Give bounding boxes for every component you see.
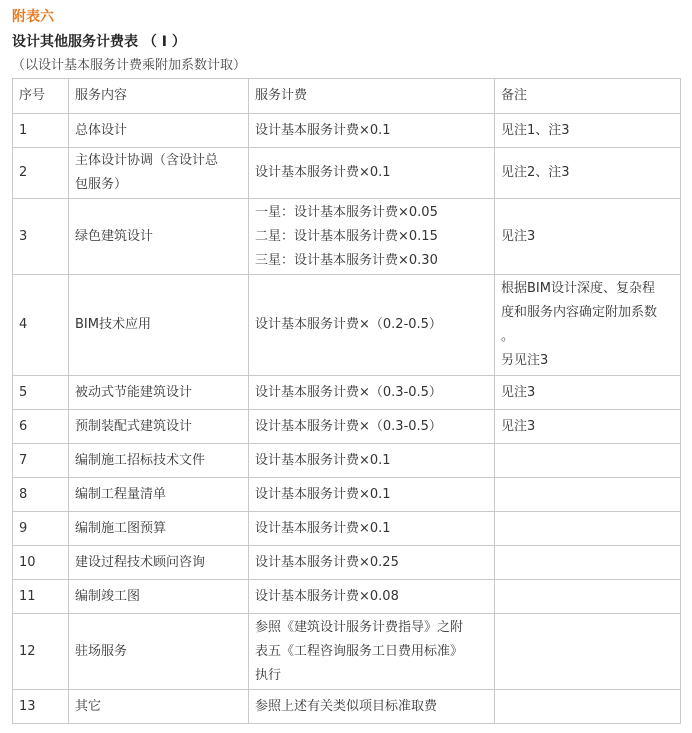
fee-cell	[249, 275, 495, 376]
fee-cell-line: 参照上述有关类似项目标准取费	[255, 698, 438, 714]
notes-cell	[495, 478, 681, 512]
header-cell-fee: 服务计费	[249, 79, 495, 114]
content-cell	[69, 199, 249, 275]
fee-cell-line: 三星：设计基本服务计费×0.30	[255, 252, 438, 268]
service-fee-table	[12, 78, 681, 724]
notes-cell	[495, 275, 681, 376]
content-cell-line: 驻场服务	[75, 643, 128, 659]
content-cell	[69, 478, 249, 512]
content-cell-line: 建设过程技术顾问咨询	[75, 554, 206, 570]
content-cell-line: 编制工程量清单	[75, 486, 167, 502]
table-header-row	[13, 79, 681, 114]
fee-cell	[249, 690, 495, 724]
notes-cell-line: 。	[501, 329, 515, 344]
fee-cell	[249, 376, 495, 410]
row-number-cell: 13	[13, 690, 69, 724]
fee-cell-line: 设计基本服务计费×（0.2-0.5）	[255, 317, 442, 332]
row-number-cell: 12	[13, 614, 69, 690]
fee-cell-line: 二星：设计基本服务计费×0.15	[255, 228, 438, 244]
table-row	[13, 275, 681, 376]
table-row	[13, 114, 681, 148]
content-cell	[69, 690, 249, 724]
fee-cell-line: 设计基本服务计费×（0.3-0.5）	[255, 418, 442, 434]
fee-cell-line: 设计基本服务计费×0.1	[255, 452, 391, 468]
fee-cell	[249, 478, 495, 512]
table-row	[13, 410, 681, 444]
content-cell	[69, 376, 249, 410]
table-row	[13, 614, 681, 690]
header-cell-notes: 备注	[495, 79, 681, 114]
fee-cell-line: 设计基本服务计费×0.25	[255, 554, 399, 570]
table-row	[13, 580, 681, 614]
content-cell-line: BIM技术应用	[75, 317, 151, 332]
notes-cell	[495, 199, 681, 275]
content-cell	[69, 580, 249, 614]
notes-cell	[495, 690, 681, 724]
fee-cell-line: 一星：设计基本服务计费×0.05	[255, 204, 438, 220]
notes-cell-line: 根据BIM设计深度、复杂程	[501, 281, 655, 296]
fee-cell-line: 设计基本服务计费×0.1	[255, 520, 391, 536]
fee-cell	[249, 512, 495, 546]
content-cell-line: 编制施工招标技术文件	[75, 452, 206, 468]
fee-cell-line: 设计基本服务计费×0.1	[255, 122, 391, 138]
row-number-cell: 11	[13, 580, 69, 614]
notes-cell-line: 见注2、注3	[501, 165, 570, 180]
table-row	[13, 199, 681, 275]
header-cell-no: 序号	[13, 79, 69, 114]
fee-cell-line: 设计基本服务计费×（0.3-0.5）	[255, 384, 442, 400]
appendix-title: 附表六	[12, 9, 54, 25]
content-cell	[69, 546, 249, 580]
notes-cell	[495, 614, 681, 690]
table-subtitle: （以设计基本服务计费乘附加系数计取）	[12, 58, 247, 73]
notes-cell-line: 见注3	[501, 384, 536, 400]
content-cell	[69, 512, 249, 546]
fee-cell-line: 表五《工程咨询服务工日费用标准》	[255, 643, 464, 659]
table-row	[13, 478, 681, 512]
fee-cell-line: 设计基本服务计费×0.08	[255, 588, 399, 604]
table-row	[13, 376, 681, 410]
fee-cell	[249, 199, 495, 275]
notes-cell-line: 见注3	[501, 228, 536, 244]
table-row	[13, 690, 681, 724]
content-cell-line: 预制装配式建筑设计	[75, 418, 193, 434]
notes-cell	[495, 410, 681, 444]
fee-cell-line: 参照《建筑设计服务计费指导》之附	[255, 619, 464, 635]
content-cell	[69, 410, 249, 444]
row-number-cell: 4	[13, 275, 69, 376]
fee-cell	[249, 148, 495, 199]
row-number-cell: 5	[13, 376, 69, 410]
content-cell-line: 被动式节能建筑设计	[75, 384, 193, 400]
notes-cell	[495, 148, 681, 199]
content-cell-line: 编制施工图预算	[75, 520, 167, 536]
header-cell-content: 服务内容	[69, 79, 249, 114]
notes-cell-line: 另见注3	[501, 353, 549, 368]
content-cell-line: 绿色建筑设计	[75, 228, 154, 244]
notes-cell	[495, 580, 681, 614]
table-row	[13, 444, 681, 478]
notes-cell	[495, 444, 681, 478]
row-number-cell: 10	[13, 546, 69, 580]
fee-cell-line: 设计基本服务计费×0.1	[255, 486, 391, 502]
content-cell-line: 包服务）	[75, 177, 128, 192]
table-row	[13, 512, 681, 546]
row-number-cell: 8	[13, 478, 69, 512]
fee-cell	[249, 614, 495, 690]
row-number-cell: 1	[13, 114, 69, 148]
fee-cell-line: 执行	[255, 667, 282, 683]
notes-cell	[495, 376, 681, 410]
fee-cell	[249, 546, 495, 580]
row-number-cell: 9	[13, 512, 69, 546]
row-number-cell: 6	[13, 410, 69, 444]
notes-cell-line: 见注3	[501, 418, 536, 434]
notes-cell	[495, 114, 681, 148]
content-cell	[69, 114, 249, 148]
fee-cell	[249, 410, 495, 444]
content-cell	[69, 614, 249, 690]
table-row	[13, 148, 681, 199]
content-cell	[69, 275, 249, 376]
row-number-cell: 3	[13, 199, 69, 275]
fee-cell	[249, 114, 495, 148]
table-row	[13, 546, 681, 580]
notes-cell	[495, 546, 681, 580]
content-cell-line: 编制竣工图	[75, 588, 141, 604]
fee-cell-line: 设计基本服务计费×0.1	[255, 165, 391, 180]
row-number-cell: 7	[13, 444, 69, 478]
notes-cell-line: 度和服务内容确定附加系数	[501, 305, 658, 320]
content-cell-line: 总体设计	[75, 122, 128, 138]
fee-cell	[249, 444, 495, 478]
content-cell	[69, 444, 249, 478]
notes-cell	[495, 512, 681, 546]
content-cell-line: 其它	[75, 698, 102, 714]
table-body	[13, 114, 681, 724]
row-number-cell: 2	[13, 148, 69, 199]
table-title: 设计其他服务计费表 （ I ）	[12, 34, 186, 50]
content-cell	[69, 148, 249, 199]
notes-cell-line: 见注1、注3	[501, 122, 570, 138]
content-cell-line: 主体设计协调（含设计总	[75, 153, 219, 168]
fee-cell	[249, 580, 495, 614]
